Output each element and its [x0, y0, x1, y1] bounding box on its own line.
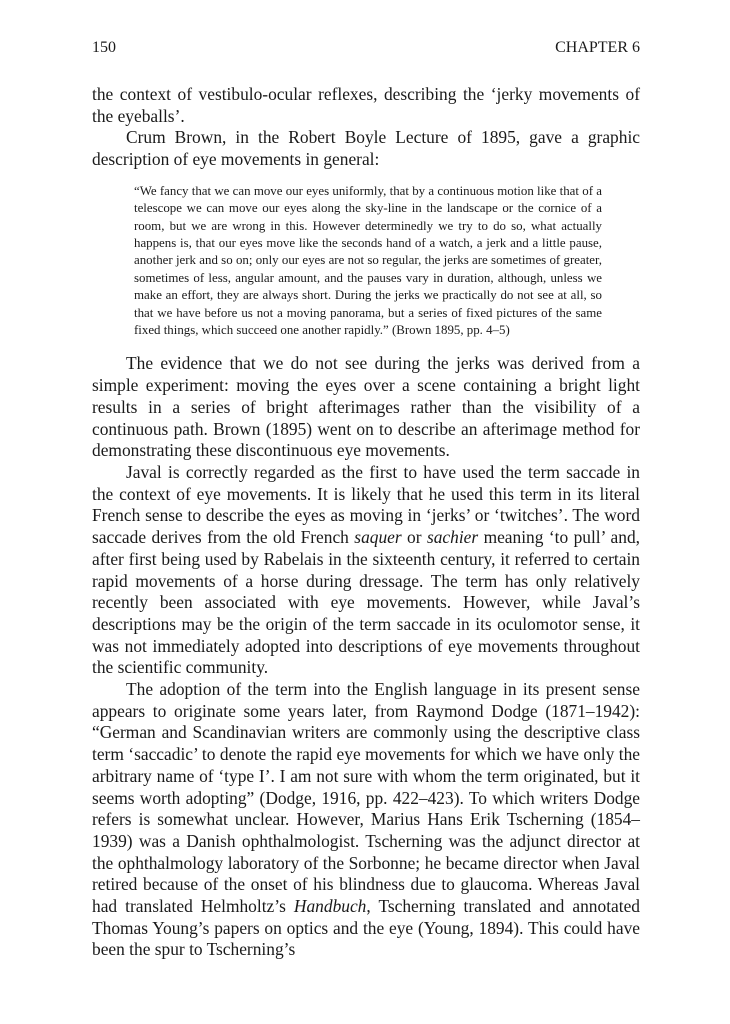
text-run: , Tscherning translated and annotated Thomas Young’s papers on optics and the eye (Young, 1894). This could have been the spur to Tscherning’s: [92, 896, 640, 960]
italic-sachier: sachier: [426, 527, 479, 548]
paragraph-dodge-adoption: [92, 679, 640, 961]
italic-saquer: saquer: [354, 527, 402, 548]
text-run: The adoption of the term into the English language in its present sense appears to originate some years later, from Raymond Dodge (1871–1942): “German and Scandinavian writers are commonly using the descriptive class term ‘saccadic’ to denote the rapid eye movements for which we have only the arbitrary name of ‘type I’. I am not sure with whom the term originated, but it seems worth adopting” (Dodge, 1916, pp. 422–423). To which writers Dodge refers is somewhat unclear. However, Marius Hans Erik Tscherning (1854–1939) was a Danish ophthalmologist. Tscherning was the adjunct director at the ophthalmology laboratory of the Sorbonne; he became director when Javal retired because of the onset of his blindness due to glaucoma. Whereas Javal had translated Helmholtz’s: [92, 679, 640, 917]
page-number: 150: [92, 39, 116, 56]
paragraph-crum-brown-intro: Crum Brown, in the Robert Boyle Lecture of 1895, gave a graphic description of eye movements in general:: [92, 127, 640, 170]
paragraph-evidence: The evidence that we do not see during the jerks was derived from a simple experiment: moving the eyes over a scene containing a bright light results in a series of bright afterimages rather than the visibility of a continuous path. Brown (1895) went on to describe an afterimage method for demonstrating these discontinuous eye movements.: [92, 353, 640, 461]
paragraph-continuation: the context of vestibulo-ocular reflexes, describing the ‘jerky movements of the eyeballs’.: [92, 84, 640, 126]
italic-handbuch: Handbuch: [293, 896, 367, 917]
text-run: Javal is correctly regarded as the first to have used the term saccade in the context of eye movements. It is likely that he used this term in its literal French sense to describe the eyes as moving in ‘jerks’ or ‘twitches’. The word saccade derives from the old French: [92, 461, 640, 548]
paragraph-javal-saccade: [92, 462, 640, 679]
chapter-title: CHAPTER 6: [555, 39, 640, 56]
block-quote-brown: “We fancy that we can move our eyes uniformly, that by a continuous motion like that of a telescope we can move our eyes along the sky-line in the landscape or the cornice of a room, but we are wrong in this. However determinedly we try to do so, what actually happens is, that our eyes move like the seconds hand of a watch, a jerk and a little pause, another jerk and so on; only our eyes are not so regular, the jerks are sometimes of greater, sometimes of less, angular amount, and the pauses vary in duration, although, unless we make an effort, they are always short. During the jerks we practically do not see at all, so that we have before us not a moving panorama, but a series of fixed pictures of the same fixed things, which succeed one another rapidly.” (Brown 1895, pp. 4–5): [134, 183, 602, 338]
text-run: meaning ‘to pull’ and, after first being used by Rabelais in the sixteenth century, it referred to certain rapid movements of a horse during dressage. The term has only relatively recently been associated with eye movements. However, while Javal’s descriptions may be the origin of the term saccade in its oculomotor sense, it was not immediately adopted into descriptions of eye movements throughout the scientific community.: [92, 527, 640, 678]
running-head: [92, 38, 640, 58]
book-page: [92, 38, 640, 961]
text-run: or: [401, 527, 427, 548]
